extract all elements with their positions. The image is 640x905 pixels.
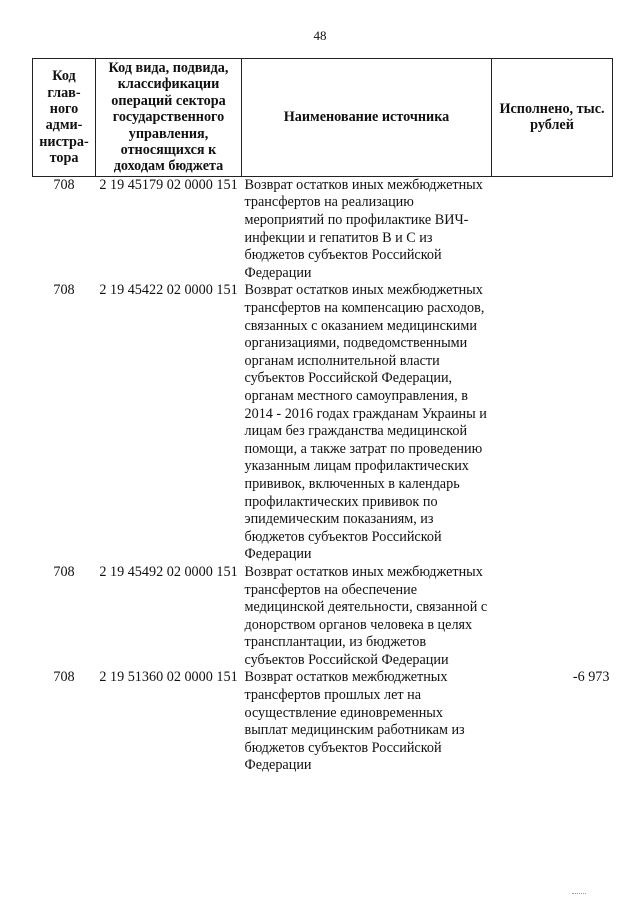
header-classification-code: Код вида, подвида, классификации операций сектора государственного управления, относящихся к доходам бюджета — [96, 59, 242, 177]
page-mark — [572, 893, 586, 895]
classification-code-cell: 2 19 51360 02 0000 151 — [99, 669, 238, 686]
header-executed-amount: Исполнено, тыс. рублей — [492, 59, 613, 177]
admin-code-cell: 708 — [53, 282, 75, 299]
source-name-cell: Возврат остатков иных межбюджетных трансфертов на реализацию мероприятий по профилактике ВИЧ-инфекции и гепатитов В и С из бюджетов субъектов Российской Федерации — [244, 176, 483, 281]
table-row — [33, 176, 613, 282]
classification-code-cell: 2 19 45179 02 0000 151 — [99, 176, 238, 193]
amount-cell — [492, 176, 613, 282]
admin-code-cell: 708 — [53, 669, 75, 686]
classification-code-cell: 2 19 45422 02 0000 151 — [99, 282, 238, 299]
source-name-cell: Возврат остатков иных межбюджетных трансфертов на обеспечение медицинской деятельности, связанной с донорством органов человека в целях трансплантации, из бюджетов субъектов Российской Федерации — [244, 563, 488, 668]
source-name-cell: Возврат остатков межбюджетных трансфертов прошлых лет на осуществление единовременных выплат медицинским работникам из бюджетов субъектов Российской Федерации — [244, 669, 465, 774]
table-row — [33, 282, 613, 564]
table-row — [33, 669, 613, 775]
source-name-cell: Возврат остатков иных межбюджетных трансфертов на компенсацию расходов, связанных с оказанием медицинскими организациями, подведомственными органам исполнительной власти субъектов Российской Федерации, органам местного самоуправления, в 2014 - 2016 годах гражданам Украины и лицам без гражданства медицинской помощи, а также затрат по проведению указанным лицам профилактических прививок, включенных в календарь профилактических прививок по эпидемическим показаниям, из бюджетов субъектов Российской Федерации — [244, 282, 487, 563]
amount-cell: -6 973 — [572, 669, 610, 686]
table-row — [33, 564, 613, 670]
header-source-name: Наименование источника — [242, 59, 492, 177]
admin-code-cell: 708 — [53, 176, 75, 193]
amount-cell — [492, 282, 613, 564]
budget-table — [32, 58, 613, 775]
amount-cell — [492, 564, 613, 670]
classification-code-cell: 2 19 45492 02 0000 151 — [99, 563, 238, 580]
header-admin-code: Код глав-ного адми-нистра-тора — [33, 59, 96, 177]
admin-code-cell: 708 — [53, 563, 75, 580]
page-number: 48 — [313, 28, 327, 43]
table-header-row — [33, 59, 613, 177]
